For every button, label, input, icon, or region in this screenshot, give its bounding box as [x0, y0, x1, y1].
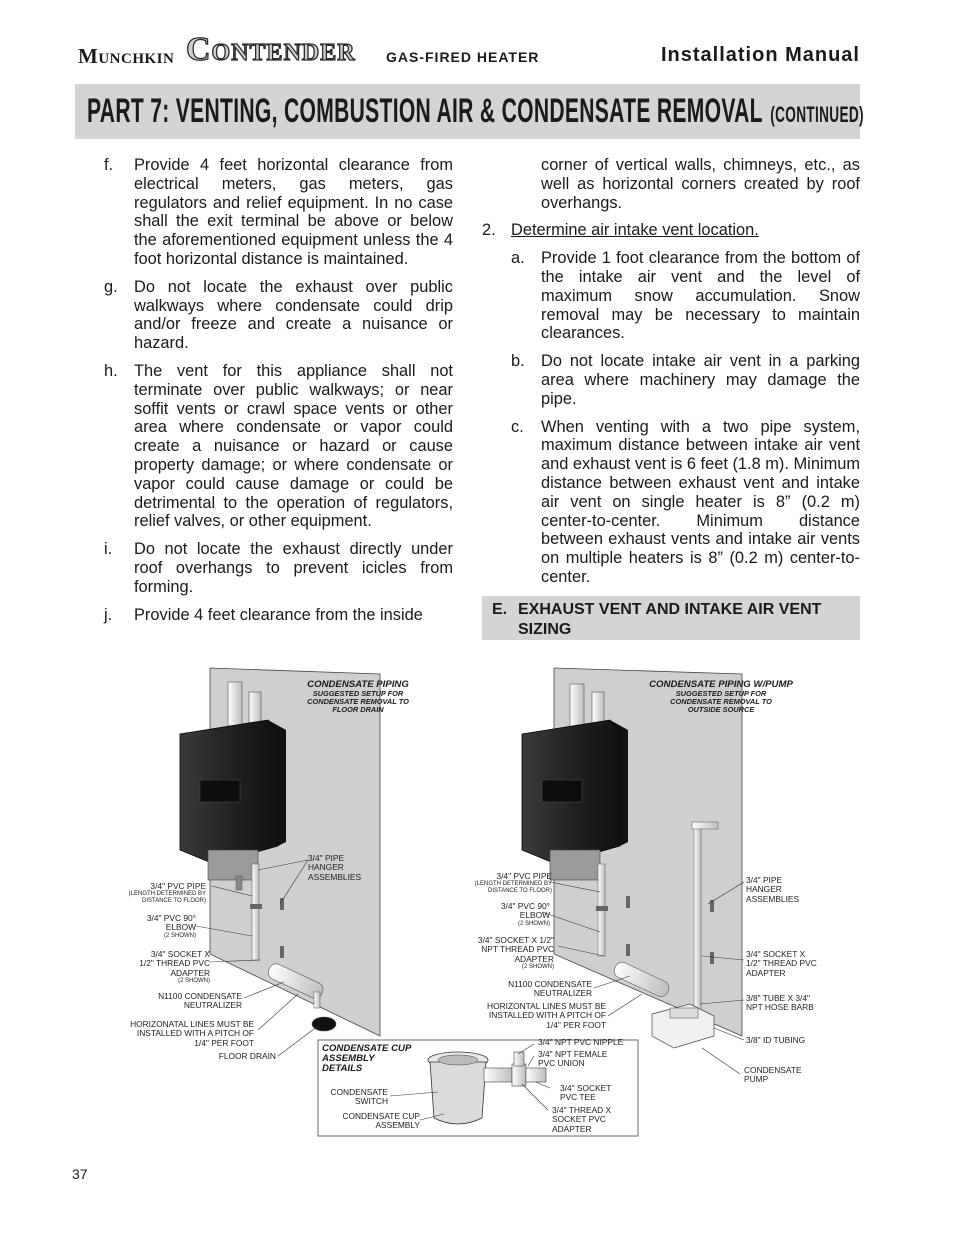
- right-column: [482, 156, 860, 596]
- label-left-elbow: 3/4" PVC 90° ELBOW (2 SHOWN): [146, 913, 196, 939]
- brand-prefix: Munchkin: [78, 44, 175, 68]
- brand-logo: Contender: [186, 31, 356, 68]
- right-diagram-subtitle: SUGGESTED SETUP FOR CONDENSATE REMOVAL TO OUTSIDE SOURCE: [670, 689, 772, 714]
- list-item-j-continuation: corner of vertical walls, chimneys, etc., as well as horizontal corners created by roof overhangs.: [541, 156, 860, 212]
- label-right-tube: 3/8" TUBE X 3/4" NPT HOSE BARB: [746, 993, 814, 1013]
- list-item-g: g. Do not locate the exhaust over public walkways where condensate could drip and/or freeze and create a nuisance or hazard.: [104, 277, 453, 353]
- page-title-bar: [75, 84, 864, 139]
- list-item-j: j. Provide 4 feet clearance from the inside: [104, 605, 423, 624]
- page-header: [78, 28, 860, 72]
- list-item-c: c. When venting with a two pipe system, maximum distance between intake air vent and exhaust vent is 6 feet (1.8 m). Minimum distance between exhaust vent and intake air vent on single heater is 8” (0.2 m) center-to-center. Minimum distance between exhaust vents and intake air vents on multiple heaters is 8” (0.2 m) center-to-center.: [511, 417, 860, 586]
- page-number: 37: [72, 1166, 88, 1182]
- document-type: Installation Manual: [660, 44, 860, 66]
- list-item-h: h. The vent for this appliance shall not terminate over public walkways; or near soffit vents or crawl space vents or other area where condensate or vapor could create a nuisance or hazard or cause property damage; or where condensate or vapor could cause damage or could be detrimental to the operation of regulators, relief valves, or other equipment.: [104, 361, 453, 531]
- left-diagram-title: CONDENSATE PIPING SUGGESTED SETUP FOR CONDENSATE REMOVAL TO FLOOR DRAIN: [268, 680, 448, 714]
- label-cup-adapter: 3/4" THREAD X SOCKET PVC ADAPTER: [552, 1105, 612, 1134]
- label-right-hanger: 3/4" PIPE HANGER ASSEMBLIES: [746, 875, 800, 904]
- label-right-horizontal: HORIZONTAL LINES MUST BE INSTALLED WITH A PITCH OF 1/4" PER FOOT: [487, 1001, 606, 1030]
- label-right-tubing: 3/8" ID TUBING: [746, 1035, 806, 1045]
- label-left-hanger: 3/4" PIPE HANGER ASSEMBLIES: [308, 853, 362, 882]
- label-right-elbow: 3/4" PVC 90° ELBOW (2 SHOWN): [500, 901, 550, 927]
- label-right-socket: 3/4" SOCKET X 1/2" THREAD PVC ADAPTER: [746, 949, 817, 978]
- cup-detail-title: CONDENSATE CUP ASSEMBLY DETAILS: [322, 1043, 412, 1074]
- label-left-neutralizer: N1100 CONDENSATE NEUTRALIZER: [158, 991, 242, 1011]
- label-cup-union: 3/4" NPT FEMALE PVC UNION: [538, 1049, 608, 1069]
- label-cup-nipple: 3/4" NPT PVC NIPPLE: [538, 1037, 624, 1047]
- list-item-i: i. Do not locate the exhaust directly under roof overhangs to prevent icicles from forming.: [104, 540, 453, 596]
- left-diagram-subtitle: SUGGESTED SETUP FOR CONDENSATE REMOVAL TO FLOOR DRAIN: [307, 689, 409, 714]
- left-wall-assembly: [180, 668, 380, 1036]
- product-type: GAS-FIRED HEATER: [386, 49, 540, 65]
- label-floor-drain: FLOOR DRAIN: [218, 1051, 276, 1061]
- label-cup-assembly: CONDENSATE CUP ASSEMBLY: [342, 1111, 420, 1131]
- label-right-npt-adapter: 3/4" SOCKET X 1/2" NPT THREAD PVC ADAPTER (2 SHOWN): [477, 935, 554, 971]
- label-left-pvc-pipe: 3/4" PVC PIPE (LENGTH DETERMINED BY DISTANCE TO FLOOR): [128, 881, 206, 905]
- label-right-pump: CONDENSATE PUMP: [744, 1065, 802, 1085]
- right-diagram-title: CONDENSATE PIPING W/PUMP SUGGESTED SETUP FOR CONDENSATE REMOVAL TO OUTSIDE SOURCE: [649, 679, 793, 714]
- list-item-f: f. Provide 4 feet horizontal clearance from electrical meters, gas meters, gas regulators and relief equipment. In no case shall the exit terminal be above or below the aforementioned equipment unless the 4 foot horizontal distance is maintained.: [104, 156, 453, 268]
- list-item-b: b. Do not locate intake air vent in a parking area where machinery may damage the pipe.: [511, 352, 860, 408]
- page-title-continued: (CONTINUED): [770, 102, 864, 127]
- left-column: [104, 156, 453, 633]
- section-heading-e: E. EXHAUST VENT AND INTAKE AIR VENT SIZING: [482, 596, 860, 640]
- label-left-horizontal: HORIZONATAL LINES MUST BE INSTALLED WITH A PITCH OF 1/4" PER FOOT: [130, 1019, 254, 1048]
- page-title: PART 7: VENTING, COMBUSTION AIR & CONDENSATE REMOVAL (CONTINUED): [87, 92, 864, 130]
- label-right-neutralizer: N1100 CONDENSATE NEUTRALIZER: [508, 979, 592, 999]
- label-right-pvc-pipe: 3/4" PVC PIPE (LENGTH DETERMINED BY DISTANCE TO FLOOR): [474, 871, 552, 895]
- label-left-socket: 3/4" SOCKET X 1/2" THREAD PVC ADAPTER (2 SHOWN): [139, 949, 210, 985]
- step-2: 2. Determine air intake vent location.: [482, 221, 759, 240]
- condensate-piping-diagram: [118, 664, 878, 1144]
- step-2-heading: Determine air intake vent location.: [511, 221, 759, 240]
- label-cup-switch: CONDENSATE SWITCH: [330, 1087, 388, 1107]
- label-cup-tee: 3/4" SOCKET PVC TEE: [560, 1083, 612, 1103]
- list-item-a: a. Provide 1 foot clearance from the bottom of the intake air vent and the level of maximum snow accumulation. Snow removal may be necessary to maintain clearances.: [511, 249, 860, 343]
